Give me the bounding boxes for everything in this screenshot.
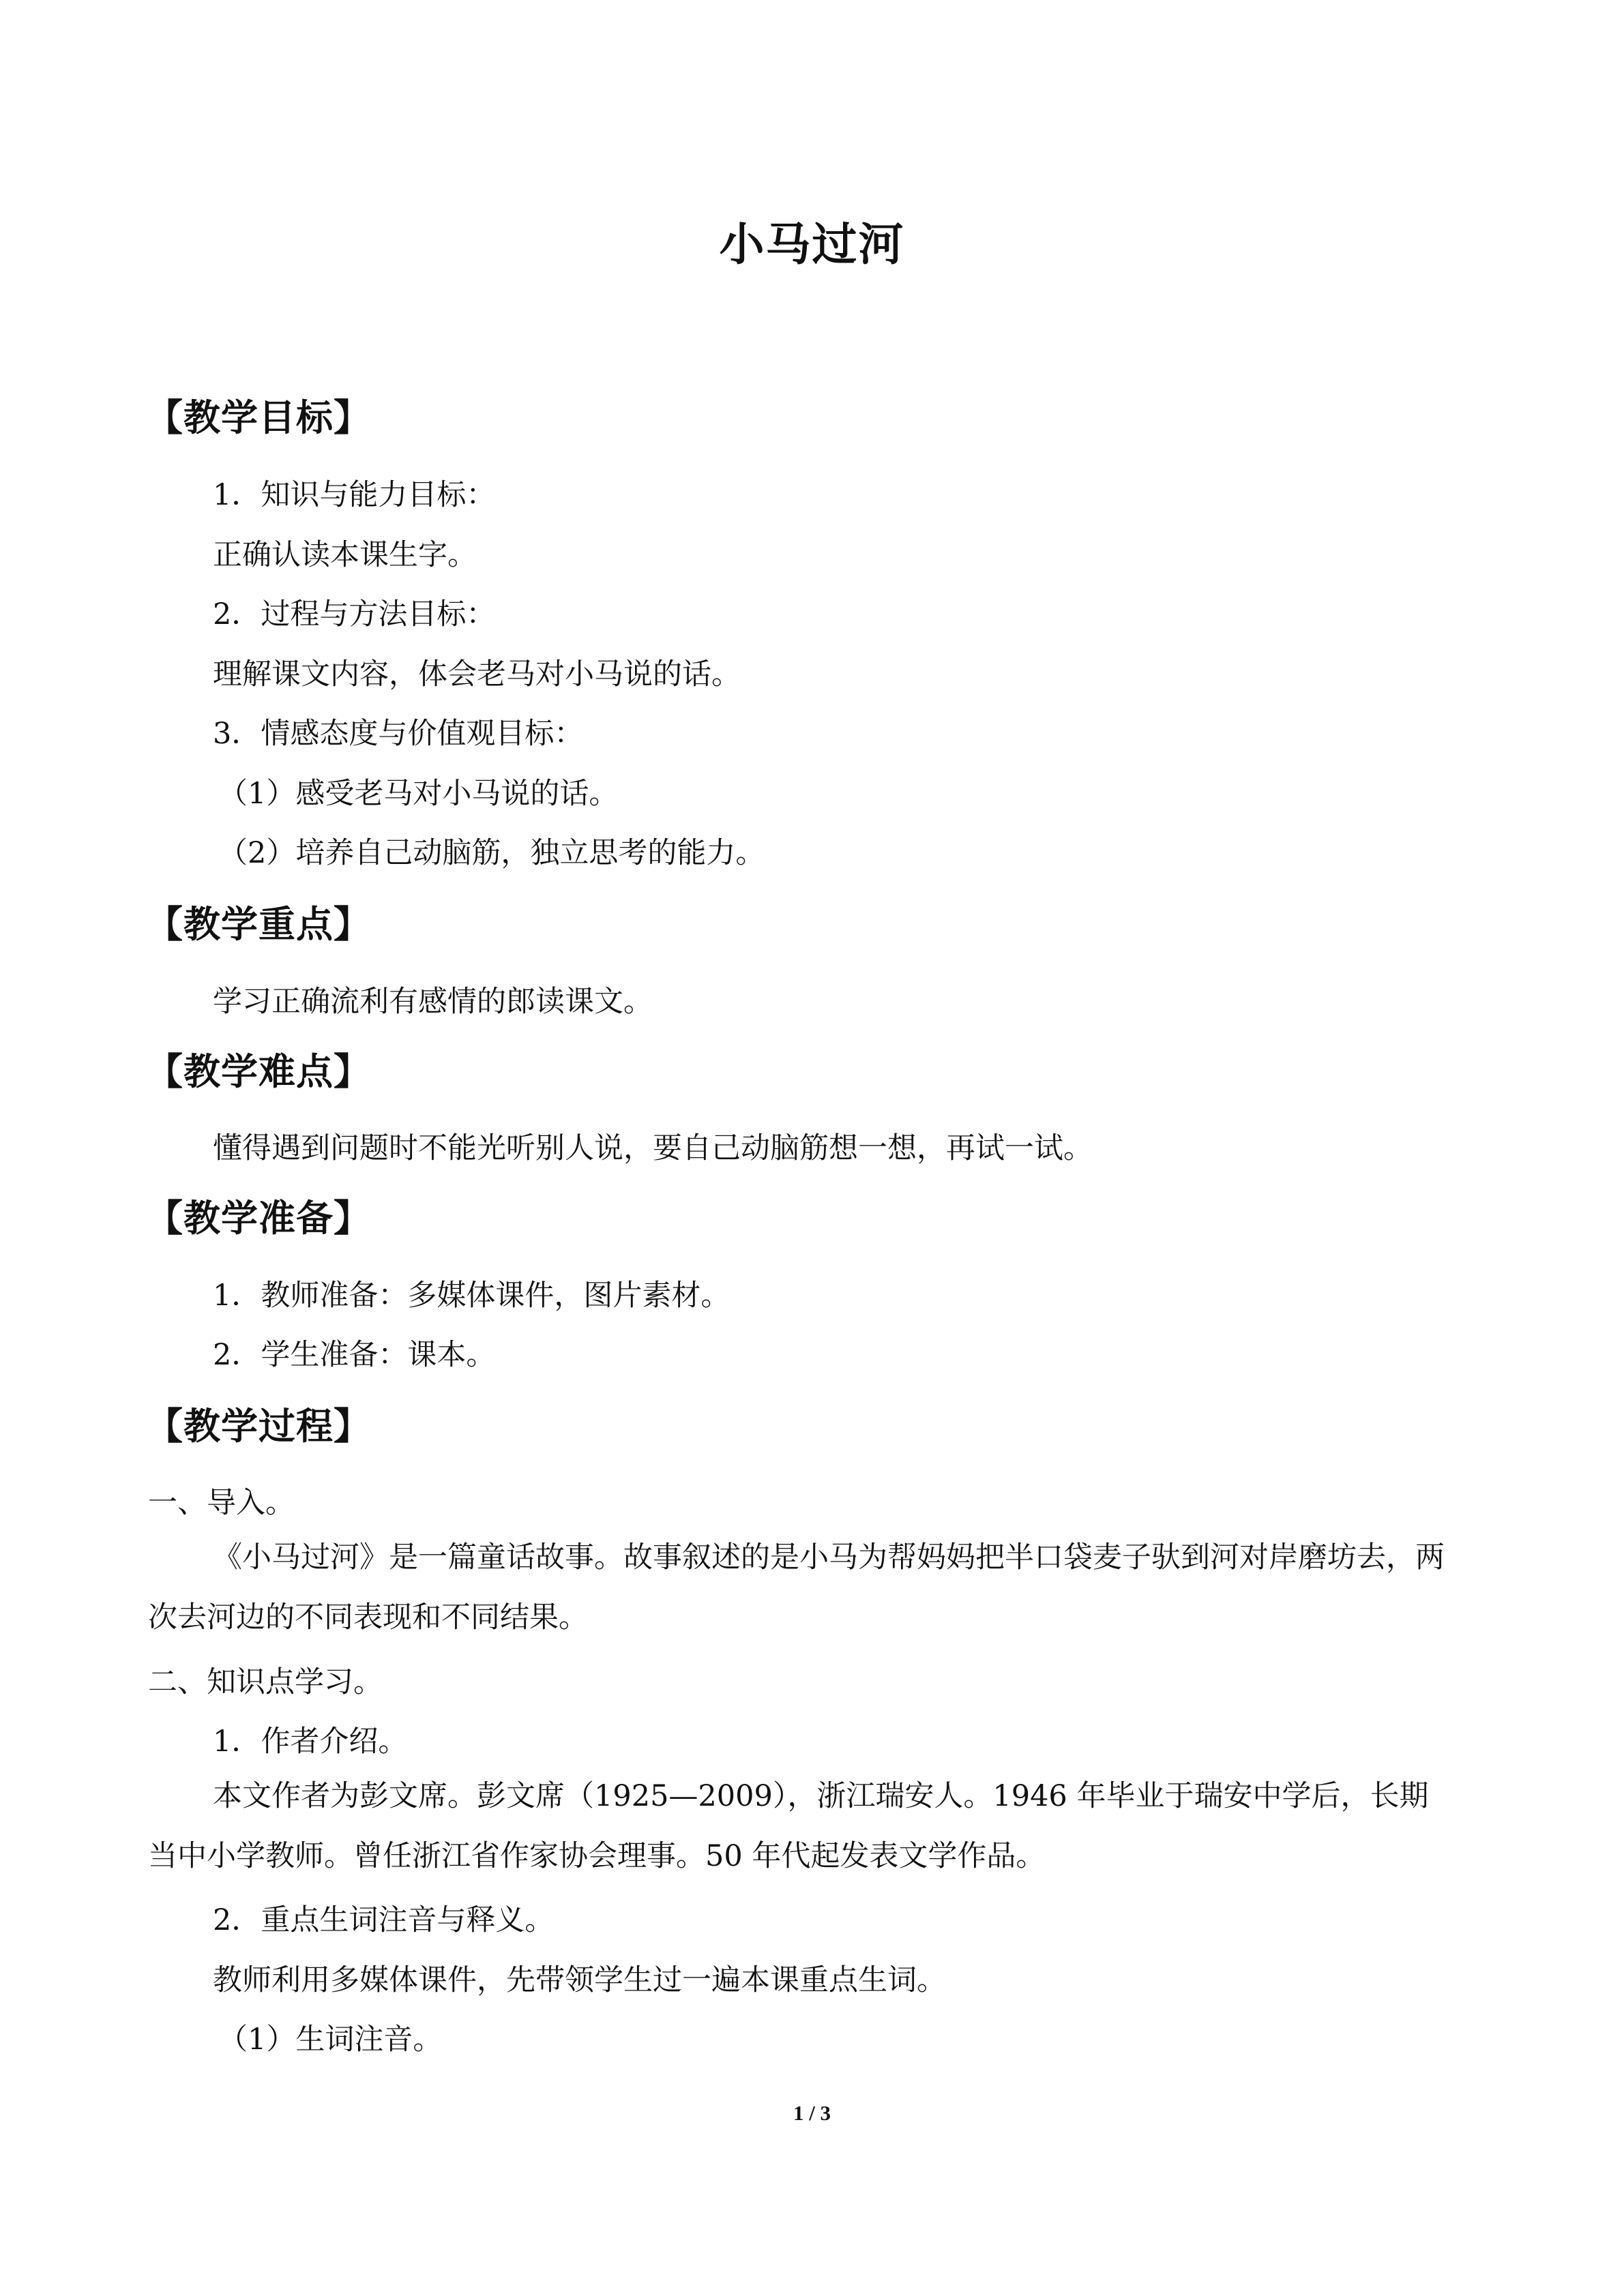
author-text: 本文作者为彭文席。彭文席（1925—2009），浙江瑞安人。1946 年毕业于瑞安中学后，长期当中小学教师。曾任浙江省作家协会理事。50 年代起发表文学作品。	[148, 1779, 1429, 1873]
page-title: 小马过河	[719, 218, 905, 271]
section-heading-preparation: 【教学准备】	[146, 1197, 371, 1240]
section-heading-keypoints: 【教学重点】	[146, 903, 371, 946]
goal-item-2-text: 理解课文内容，体会老马对小马说的话。	[213, 657, 741, 691]
vocab-heading: 2．重点生词注音与释义。	[213, 1903, 555, 1937]
keypoints-text: 学习正确流利有感情的郎读课文。	[213, 985, 653, 1019]
process-part-1-text: 《小马过河》是一篇童话故事。故事叙述的是小马为帮妈妈把半口袋麦子驮到河对岸磨坊去，两次去河边的不同表现和不同结果。	[148, 1540, 1445, 1635]
difficulties-text: 懂得遇到问题时不能光听别人说，要自己动脑筋想一想，再试一试。	[213, 1131, 1093, 1165]
preparation-item-1: 1．教师准备：多媒体课件，图片素材。	[213, 1279, 730, 1313]
process-part-2: 二、知识点学习。	[148, 1665, 383, 1699]
goal-item-1: 1．知识与能力目标：	[213, 478, 496, 512]
section-heading-difficulties: 【教学难点】	[146, 1050, 371, 1093]
vocab-text: 教师利用多媒体课件，先带领学生过一遍本课重点生词。	[213, 1963, 946, 1997]
preparation-item-2: 2．学生准备：课本。	[213, 1338, 496, 1372]
process-part-1: 一、导入。	[148, 1486, 295, 1520]
goal-item-3-sub-1: （1）感受老马对小马说的话。	[218, 777, 619, 811]
page-number: 1 / 3	[793, 2101, 831, 2125]
goal-item-3-sub-2: （2）培养自己动脑筋，独立思考的能力。	[218, 836, 765, 870]
author-heading: 1．作者介绍。	[213, 1725, 408, 1759]
goal-item-2: 2．过程与方法目标：	[213, 597, 496, 631]
section-heading-goals: 【教学目标】	[146, 396, 371, 439]
section-heading-process: 【教学过程】	[146, 1405, 371, 1448]
goal-item-1-text: 正确认读本课生字。	[213, 538, 477, 572]
goal-item-3: 3．情感态度与价值观目标：	[213, 717, 584, 751]
vocab-sub-1: （1）生词注音。	[218, 2023, 443, 2057]
